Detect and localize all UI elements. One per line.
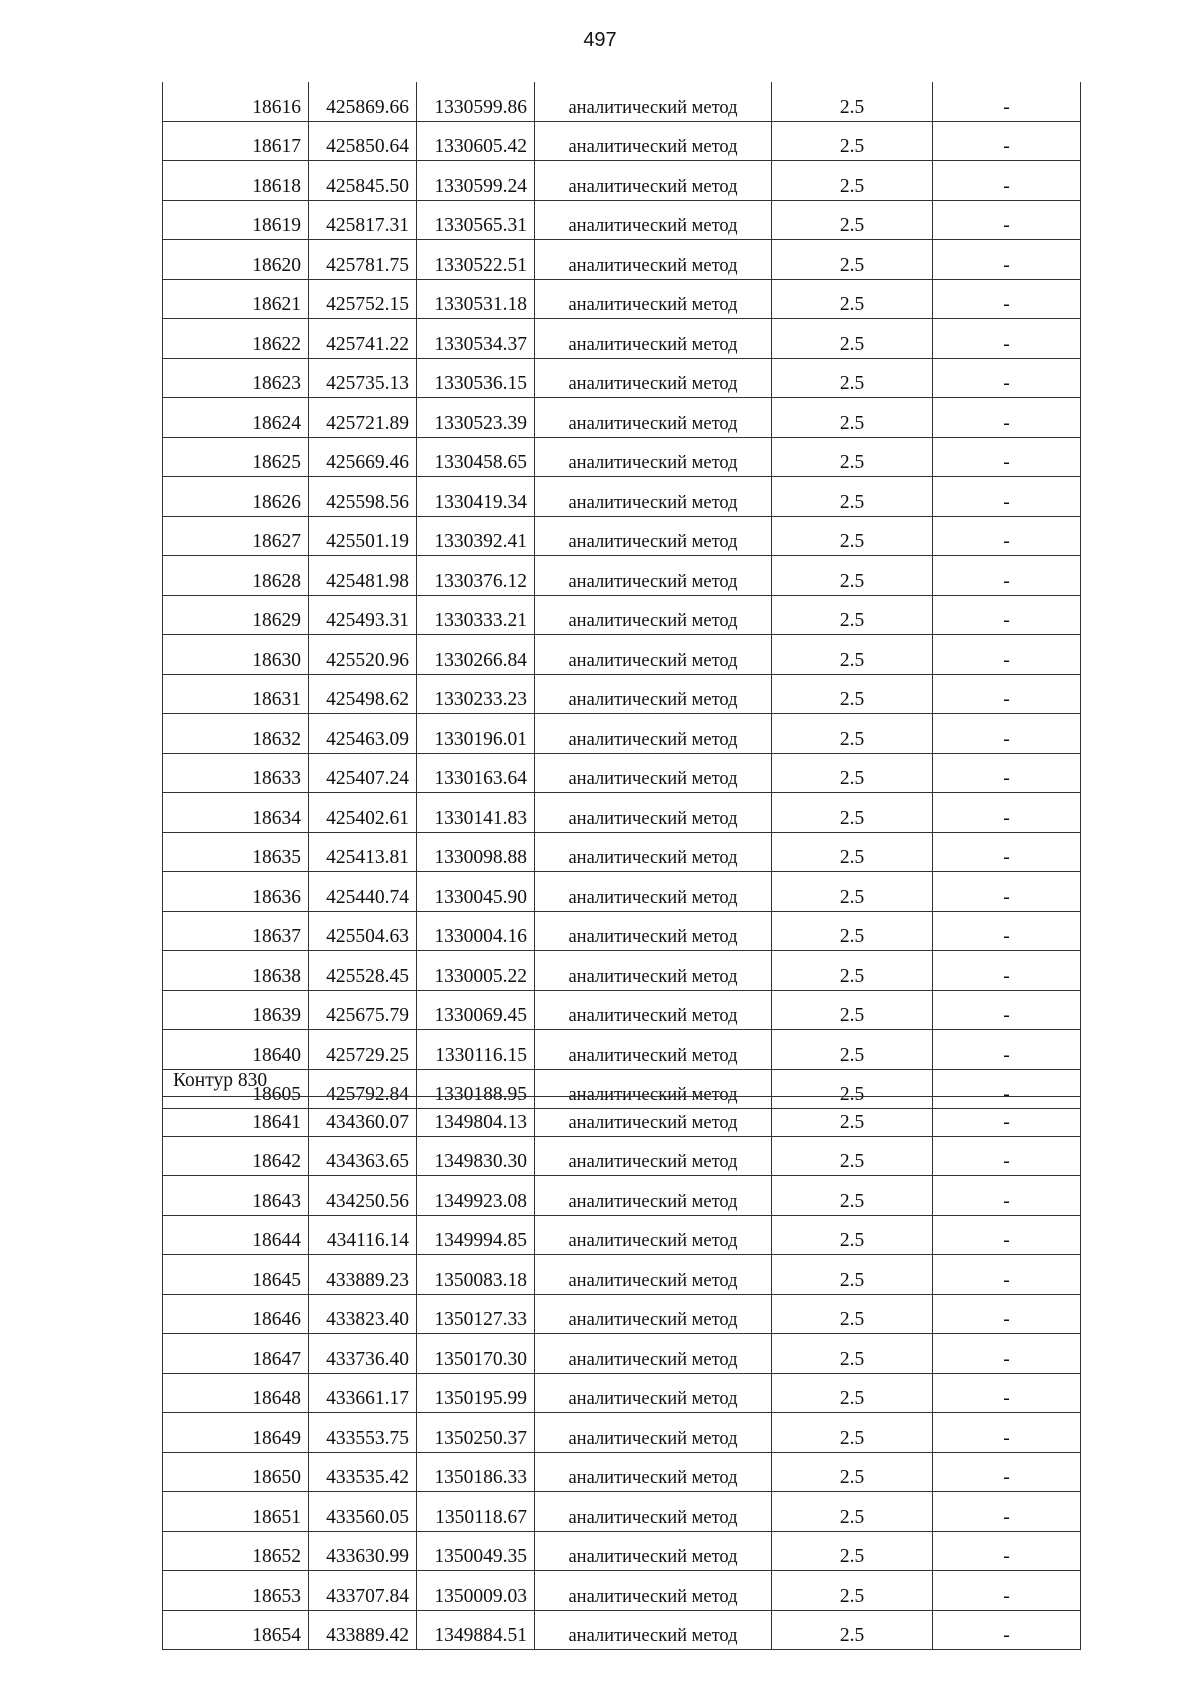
method-cell: аналитический метод [535, 1452, 772, 1492]
x-coordinate-cell: 425721.89 [309, 398, 417, 438]
method-cell: аналитический метод [535, 279, 772, 319]
accuracy-cell: 2.5 [772, 516, 933, 556]
y-coordinate-cell: 1330599.24 [417, 161, 535, 201]
note-cell: - [933, 1452, 1081, 1492]
table-row [163, 990, 1081, 1030]
table-row [163, 832, 1081, 872]
y-coordinate-cell: 1349804.13 [417, 1097, 535, 1137]
x-coordinate-cell: 425669.46 [309, 437, 417, 477]
table-row [163, 1176, 1081, 1216]
method-cell: аналитический метод [535, 398, 772, 438]
y-coordinate-cell: 1330536.15 [417, 358, 535, 398]
point-number-cell: 18627 [163, 516, 309, 556]
method-cell: аналитический метод [535, 319, 772, 359]
accuracy-cell: 2.5 [772, 121, 933, 161]
method-cell: аналитический метод [535, 595, 772, 635]
accuracy-cell: 2.5 [772, 200, 933, 240]
method-cell: аналитический метод [535, 1531, 772, 1571]
note-cell: - [933, 595, 1081, 635]
x-coordinate-cell: 425504.63 [309, 911, 417, 951]
x-coordinate-cell: 425501.19 [309, 516, 417, 556]
x-coordinate-cell: 434363.65 [309, 1136, 417, 1176]
x-coordinate-cell: 425850.64 [309, 121, 417, 161]
method-cell: аналитический метод [535, 1069, 772, 1109]
accuracy-cell: 2.5 [772, 872, 933, 912]
point-number-cell: 18618 [163, 161, 309, 201]
method-cell: аналитический метод [535, 240, 772, 280]
y-coordinate-cell: 1330605.42 [417, 121, 535, 161]
y-coordinate-cell: 1330005.22 [417, 951, 535, 991]
table-row [163, 161, 1081, 201]
y-coordinate-cell: 1330098.88 [417, 832, 535, 872]
note-cell: - [933, 911, 1081, 951]
method-cell: аналитический метод [535, 793, 772, 833]
table-row [163, 1492, 1081, 1532]
method-cell: аналитический метод [535, 714, 772, 754]
table-row [163, 477, 1081, 517]
x-coordinate-cell: 433707.84 [309, 1571, 417, 1611]
x-coordinate-cell: 433535.42 [309, 1452, 417, 1492]
method-cell: аналитический метод [535, 556, 772, 596]
method-cell: аналитический метод [535, 674, 772, 714]
table-row [163, 1452, 1081, 1492]
note-cell: - [933, 1294, 1081, 1334]
table-row [163, 872, 1081, 912]
point-number-cell: 18635 [163, 832, 309, 872]
method-cell: аналитический метод [535, 1097, 772, 1137]
accuracy-cell: 2.5 [772, 358, 933, 398]
x-coordinate-cell: 425528.45 [309, 951, 417, 991]
point-number-cell: 18631 [163, 674, 309, 714]
method-cell: аналитический метод [535, 872, 772, 912]
y-coordinate-cell: 1350009.03 [417, 1571, 535, 1611]
table-row [163, 82, 1081, 121]
point-number-cell: 18619 [163, 200, 309, 240]
note-cell: - [933, 753, 1081, 793]
x-coordinate-cell: 433553.75 [309, 1413, 417, 1453]
point-number-cell: 18641 [163, 1097, 309, 1137]
note-cell: - [933, 674, 1081, 714]
note-cell: - [933, 1413, 1081, 1453]
y-coordinate-cell: 1350127.33 [417, 1294, 535, 1334]
coordinates-table-contour-830 [162, 1096, 1081, 1650]
method-cell: аналитический метод [535, 1334, 772, 1374]
point-number-cell: 18616 [163, 82, 309, 121]
point-number-cell: 18632 [163, 714, 309, 754]
y-coordinate-cell: 1330141.83 [417, 793, 535, 833]
accuracy-cell: 2.5 [772, 753, 933, 793]
table-row [163, 121, 1081, 161]
note-cell: - [933, 161, 1081, 201]
note-cell: - [933, 990, 1081, 1030]
table-row [163, 1030, 1081, 1070]
point-number-cell: 18650 [163, 1452, 309, 1492]
x-coordinate-cell: 425741.22 [309, 319, 417, 359]
accuracy-cell: 2.5 [772, 1373, 933, 1413]
y-coordinate-cell: 1350195.99 [417, 1373, 535, 1413]
point-number-cell: 18636 [163, 872, 309, 912]
x-coordinate-cell: 425752.15 [309, 279, 417, 319]
x-coordinate-cell: 425869.66 [309, 82, 417, 121]
note-cell: - [933, 1610, 1081, 1650]
accuracy-cell: 2.5 [772, 990, 933, 1030]
x-coordinate-cell: 433736.40 [309, 1334, 417, 1374]
accuracy-cell: 2.5 [772, 635, 933, 675]
note-cell: - [933, 82, 1081, 121]
x-coordinate-cell: 434250.56 [309, 1176, 417, 1216]
note-cell: - [933, 358, 1081, 398]
point-number-cell: 18637 [163, 911, 309, 951]
x-coordinate-cell: 425598.56 [309, 477, 417, 517]
note-cell: - [933, 121, 1081, 161]
table-row [163, 1373, 1081, 1413]
x-coordinate-cell: 425781.75 [309, 240, 417, 280]
accuracy-cell: 2.5 [772, 595, 933, 635]
note-cell: - [933, 319, 1081, 359]
accuracy-cell: 2.5 [772, 556, 933, 596]
point-number-cell: 18640 [163, 1030, 309, 1070]
table-row [163, 753, 1081, 793]
method-cell: аналитический метод [535, 1571, 772, 1611]
y-coordinate-cell: 1350083.18 [417, 1255, 535, 1295]
method-cell: аналитический метод [535, 516, 772, 556]
note-cell: - [933, 1030, 1081, 1070]
note-cell: - [933, 951, 1081, 991]
table-row [163, 319, 1081, 359]
y-coordinate-cell: 1330004.16 [417, 911, 535, 951]
y-coordinate-cell: 1330116.15 [417, 1030, 535, 1070]
note-cell: - [933, 1176, 1081, 1216]
table-row [163, 200, 1081, 240]
y-coordinate-cell: 1330531.18 [417, 279, 535, 319]
accuracy-cell: 2.5 [772, 1571, 933, 1611]
table-row [163, 1294, 1081, 1334]
y-coordinate-cell: 1330392.41 [417, 516, 535, 556]
y-coordinate-cell: 1330376.12 [417, 556, 535, 596]
note-cell: - [933, 1373, 1081, 1413]
y-coordinate-cell: 1330534.37 [417, 319, 535, 359]
method-cell: аналитический метод [535, 1136, 772, 1176]
note-cell: - [933, 1255, 1081, 1295]
accuracy-cell: 2.5 [772, 1334, 933, 1374]
y-coordinate-cell: 1349830.30 [417, 1136, 535, 1176]
method-cell: аналитический метод [535, 1413, 772, 1453]
x-coordinate-cell: 425493.31 [309, 595, 417, 635]
note-cell: - [933, 832, 1081, 872]
point-number-cell: 18654 [163, 1610, 309, 1650]
point-number-cell: 18605 [163, 1069, 309, 1109]
y-coordinate-cell: 1330163.64 [417, 753, 535, 793]
method-cell: аналитический метод [535, 82, 772, 121]
y-coordinate-cell: 1330069.45 [417, 990, 535, 1030]
note-cell: - [933, 1136, 1081, 1176]
accuracy-cell: 2.5 [772, 161, 933, 201]
point-number-cell: 18647 [163, 1334, 309, 1374]
table-row [163, 793, 1081, 833]
table-row [163, 674, 1081, 714]
accuracy-cell: 2.5 [772, 319, 933, 359]
note-cell: - [933, 477, 1081, 517]
accuracy-cell: 2.5 [772, 951, 933, 991]
accuracy-cell: 2.5 [772, 1255, 933, 1295]
y-coordinate-cell: 1330599.86 [417, 82, 535, 121]
x-coordinate-cell: 433889.23 [309, 1255, 417, 1295]
point-number-cell: 18648 [163, 1373, 309, 1413]
point-number-cell: 18625 [163, 437, 309, 477]
x-coordinate-cell: 425792.84 [309, 1069, 417, 1109]
method-cell: аналитический метод [535, 1373, 772, 1413]
point-number-cell: 18634 [163, 793, 309, 833]
method-cell: аналитический метод [535, 1294, 772, 1334]
method-cell: аналитический метод [535, 477, 772, 517]
x-coordinate-cell: 425845.50 [309, 161, 417, 201]
x-coordinate-cell: 425440.74 [309, 872, 417, 912]
point-number-cell: 18623 [163, 358, 309, 398]
note-cell: - [933, 1215, 1081, 1255]
y-coordinate-cell: 1330233.23 [417, 674, 535, 714]
y-coordinate-cell: 1350250.37 [417, 1413, 535, 1453]
accuracy-cell: 2.5 [772, 1452, 933, 1492]
point-number-cell: 18617 [163, 121, 309, 161]
method-cell: аналитический метод [535, 1030, 772, 1070]
table-row [163, 1255, 1081, 1295]
y-coordinate-cell: 1330565.31 [417, 200, 535, 240]
accuracy-cell: 2.5 [772, 1610, 933, 1650]
table-row [163, 556, 1081, 596]
accuracy-cell: 2.5 [772, 674, 933, 714]
note-cell: - [933, 872, 1081, 912]
accuracy-cell: 2.5 [772, 1531, 933, 1571]
method-cell: аналитический метод [535, 1610, 772, 1650]
x-coordinate-cell: 425735.13 [309, 358, 417, 398]
method-cell: аналитический метод [535, 1255, 772, 1295]
method-cell: аналитический метод [535, 161, 772, 201]
accuracy-cell: 2.5 [772, 279, 933, 319]
note-cell: - [933, 1531, 1081, 1571]
y-coordinate-cell: 1330523.39 [417, 398, 535, 438]
accuracy-cell: 2.5 [772, 832, 933, 872]
x-coordinate-cell: 425498.62 [309, 674, 417, 714]
point-number-cell: 18642 [163, 1136, 309, 1176]
accuracy-cell: 2.5 [772, 1492, 933, 1532]
x-coordinate-cell: 425402.61 [309, 793, 417, 833]
note-cell: - [933, 714, 1081, 754]
table-row [163, 516, 1081, 556]
accuracy-cell: 2.5 [772, 1176, 933, 1216]
table-row [163, 595, 1081, 635]
point-number-cell: 18649 [163, 1413, 309, 1453]
x-coordinate-cell: 425675.79 [309, 990, 417, 1030]
x-coordinate-cell: 425407.24 [309, 753, 417, 793]
method-cell: аналитический метод [535, 832, 772, 872]
x-coordinate-cell: 425463.09 [309, 714, 417, 754]
note-cell: - [933, 1492, 1081, 1532]
y-coordinate-cell: 1330045.90 [417, 872, 535, 912]
accuracy-cell: 2.5 [772, 1097, 933, 1137]
note-cell: - [933, 398, 1081, 438]
y-coordinate-cell: 1330266.84 [417, 635, 535, 675]
contour-label: Контур 830 [173, 1070, 268, 1091]
note-cell: - [933, 635, 1081, 675]
accuracy-cell: 2.5 [772, 714, 933, 754]
point-number-cell: 18628 [163, 556, 309, 596]
x-coordinate-cell: 434360.07 [309, 1097, 417, 1137]
table-row [163, 635, 1081, 675]
x-coordinate-cell: 425817.31 [309, 200, 417, 240]
y-coordinate-cell: 1350049.35 [417, 1531, 535, 1571]
point-number-cell: 18624 [163, 398, 309, 438]
point-number-cell: 18622 [163, 319, 309, 359]
table-row [163, 1571, 1081, 1611]
table-row [163, 911, 1081, 951]
accuracy-cell: 2.5 [772, 437, 933, 477]
accuracy-cell: 2.5 [772, 1215, 933, 1255]
table-row [163, 951, 1081, 991]
method-cell: аналитический метод [535, 358, 772, 398]
note-cell: - [933, 437, 1081, 477]
table-row [163, 437, 1081, 477]
accuracy-cell: 2.5 [772, 793, 933, 833]
table-row [163, 1215, 1081, 1255]
accuracy-cell: 2.5 [772, 82, 933, 121]
point-number-cell: 18653 [163, 1571, 309, 1611]
y-coordinate-cell: 1350118.67 [417, 1492, 535, 1532]
note-cell: - [933, 793, 1081, 833]
table-row [163, 1413, 1081, 1453]
accuracy-cell: 2.5 [772, 1413, 933, 1453]
note-cell: - [933, 1069, 1081, 1109]
accuracy-cell: 2.5 [772, 911, 933, 951]
method-cell: аналитический метод [535, 200, 772, 240]
method-cell: аналитический метод [535, 121, 772, 161]
table-row [163, 714, 1081, 754]
note-cell: - [933, 1334, 1081, 1374]
method-cell: аналитический метод [535, 911, 772, 951]
point-number-cell: 18652 [163, 1531, 309, 1571]
method-cell: аналитический метод [535, 1492, 772, 1532]
point-number-cell: 18630 [163, 635, 309, 675]
method-cell: аналитический метод [535, 1215, 772, 1255]
point-number-cell: 18626 [163, 477, 309, 517]
table-row [163, 1136, 1081, 1176]
accuracy-cell: 2.5 [772, 1069, 933, 1109]
accuracy-cell: 2.5 [772, 477, 933, 517]
x-coordinate-cell: 434116.14 [309, 1215, 417, 1255]
y-coordinate-cell: 1330419.34 [417, 477, 535, 517]
accuracy-cell: 2.5 [772, 398, 933, 438]
x-coordinate-cell: 425481.98 [309, 556, 417, 596]
accuracy-cell: 2.5 [772, 1136, 933, 1176]
method-cell: аналитический метод [535, 990, 772, 1030]
table-row [163, 1097, 1081, 1137]
table-row [163, 398, 1081, 438]
table-row [163, 358, 1081, 398]
point-number-cell: 18629 [163, 595, 309, 635]
method-cell: аналитический метод [535, 951, 772, 991]
point-number-cell: 18621 [163, 279, 309, 319]
note-cell: - [933, 516, 1081, 556]
note-cell: - [933, 1097, 1081, 1137]
accuracy-cell: 2.5 [772, 240, 933, 280]
point-number-cell: 18651 [163, 1492, 309, 1532]
x-coordinate-cell: 425520.96 [309, 635, 417, 675]
point-number-cell: 18638 [163, 951, 309, 991]
table-row [163, 240, 1081, 280]
x-coordinate-cell: 433661.17 [309, 1373, 417, 1413]
x-coordinate-cell: 425413.81 [309, 832, 417, 872]
point-number-cell: 18644 [163, 1215, 309, 1255]
y-coordinate-cell: 1350186.33 [417, 1452, 535, 1492]
accuracy-cell: 2.5 [772, 1294, 933, 1334]
x-coordinate-cell: 433560.05 [309, 1492, 417, 1532]
x-coordinate-cell: 433889.42 [309, 1610, 417, 1650]
note-cell: - [933, 279, 1081, 319]
point-number-cell: 18639 [163, 990, 309, 1030]
y-coordinate-cell: 1330522.51 [417, 240, 535, 280]
point-number-cell: 18646 [163, 1294, 309, 1334]
y-coordinate-cell: 1349923.08 [417, 1176, 535, 1216]
x-coordinate-cell: 433630.99 [309, 1531, 417, 1571]
point-number-cell: 18620 [163, 240, 309, 280]
accuracy-cell: 2.5 [772, 1030, 933, 1070]
table-row [163, 279, 1081, 319]
x-coordinate-cell: 433823.40 [309, 1294, 417, 1334]
point-number-cell: 18645 [163, 1255, 309, 1295]
point-number-cell: 18633 [163, 753, 309, 793]
note-cell: - [933, 556, 1081, 596]
coordinates-table-continued [162, 82, 1081, 1109]
y-coordinate-cell: 1350170.30 [417, 1334, 535, 1374]
y-coordinate-cell: 1349994.85 [417, 1215, 535, 1255]
note-cell: - [933, 240, 1081, 280]
table-row [163, 1610, 1081, 1650]
note-cell: - [933, 1571, 1081, 1611]
y-coordinate-cell: 1330333.21 [417, 595, 535, 635]
method-cell: аналитический метод [535, 753, 772, 793]
point-number-cell: 18643 [163, 1176, 309, 1216]
y-coordinate-cell: 1330458.65 [417, 437, 535, 477]
y-coordinate-cell: 1330188.95 [417, 1069, 535, 1109]
method-cell: аналитический метод [535, 635, 772, 675]
method-cell: аналитический метод [535, 437, 772, 477]
method-cell: аналитический метод [535, 1176, 772, 1216]
table-row [163, 1334, 1081, 1374]
table-row [163, 1531, 1081, 1571]
y-coordinate-cell: 1349884.51 [417, 1610, 535, 1650]
page-number: 497 [583, 29, 617, 51]
x-coordinate-cell: 425729.25 [309, 1030, 417, 1070]
note-cell: - [933, 200, 1081, 240]
y-coordinate-cell: 1330196.01 [417, 714, 535, 754]
